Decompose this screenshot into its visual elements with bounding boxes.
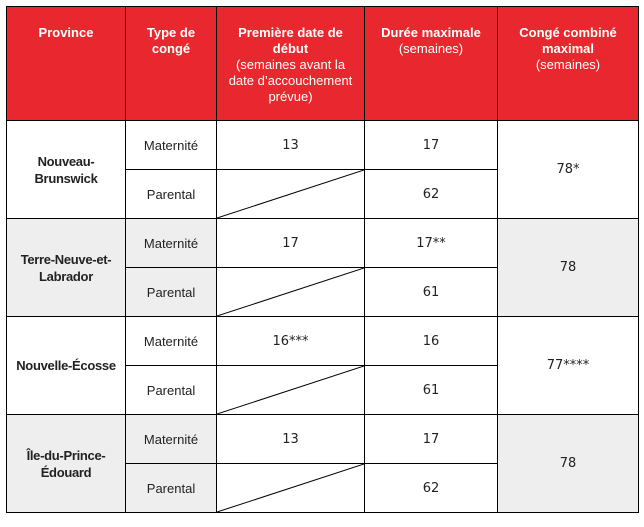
table-row bbox=[7, 317, 639, 366]
header-start: Première date de début (semaines avant la date d’accouchement prévue) bbox=[217, 7, 365, 121]
duration-cell: 61 bbox=[365, 366, 498, 415]
diagonal-slash bbox=[217, 366, 364, 414]
leave-type-cell: Parental bbox=[126, 170, 217, 219]
leave-type-cell: Maternité bbox=[126, 415, 217, 464]
duration-cell: 17** bbox=[365, 219, 498, 268]
not-applicable-cell bbox=[217, 268, 365, 317]
province-cell: Nouvelle-Écosse bbox=[7, 317, 126, 415]
combined-cell: 78* bbox=[498, 121, 639, 219]
start-cell: 13 bbox=[217, 121, 365, 170]
not-applicable-cell bbox=[217, 464, 365, 513]
duration-cell: 17 bbox=[365, 415, 498, 464]
duration-cell: 61 bbox=[365, 268, 498, 317]
diagonal-slash bbox=[217, 268, 364, 316]
not-applicable-cell bbox=[217, 170, 365, 219]
province-cell: Terre-Neuve-et-Labrador bbox=[7, 219, 126, 317]
table-row bbox=[7, 121, 639, 170]
header-duration: Durée maximale (semaines) bbox=[365, 7, 498, 121]
province-cell: Île-du-Prince-Édouard bbox=[7, 415, 126, 513]
start-cell: 13 bbox=[217, 415, 365, 464]
province-cell: Nouveau-Brunswick bbox=[7, 121, 126, 219]
diagonal-slash bbox=[217, 170, 364, 218]
header-type: Type de congé bbox=[126, 7, 217, 121]
header-row bbox=[7, 7, 639, 121]
leave-type-cell: Maternité bbox=[126, 317, 217, 366]
not-applicable-cell bbox=[217, 366, 365, 415]
duration-cell: 17 bbox=[365, 121, 498, 170]
duration-cell: 62 bbox=[365, 464, 498, 513]
leave-type-cell: Parental bbox=[126, 366, 217, 415]
leave-table bbox=[6, 6, 639, 513]
header-province: Province bbox=[7, 7, 126, 121]
combined-cell: 77**** bbox=[498, 317, 639, 415]
combined-cell: 78 bbox=[498, 415, 639, 513]
start-cell: 17 bbox=[217, 219, 365, 268]
table-row bbox=[7, 415, 639, 464]
leave-type-cell: Parental bbox=[126, 268, 217, 317]
table-row bbox=[7, 219, 639, 268]
leave-type-cell: Maternité bbox=[126, 219, 217, 268]
start-cell: 16*** bbox=[217, 317, 365, 366]
leave-type-cell: Maternité bbox=[126, 121, 217, 170]
header-combined: Congé combiné maximal (semaines) bbox=[498, 7, 639, 121]
duration-cell: 16 bbox=[365, 317, 498, 366]
combined-cell: 78 bbox=[498, 219, 639, 317]
leave-type-cell: Parental bbox=[126, 464, 217, 513]
diagonal-slash bbox=[217, 464, 364, 512]
duration-cell: 62 bbox=[365, 170, 498, 219]
